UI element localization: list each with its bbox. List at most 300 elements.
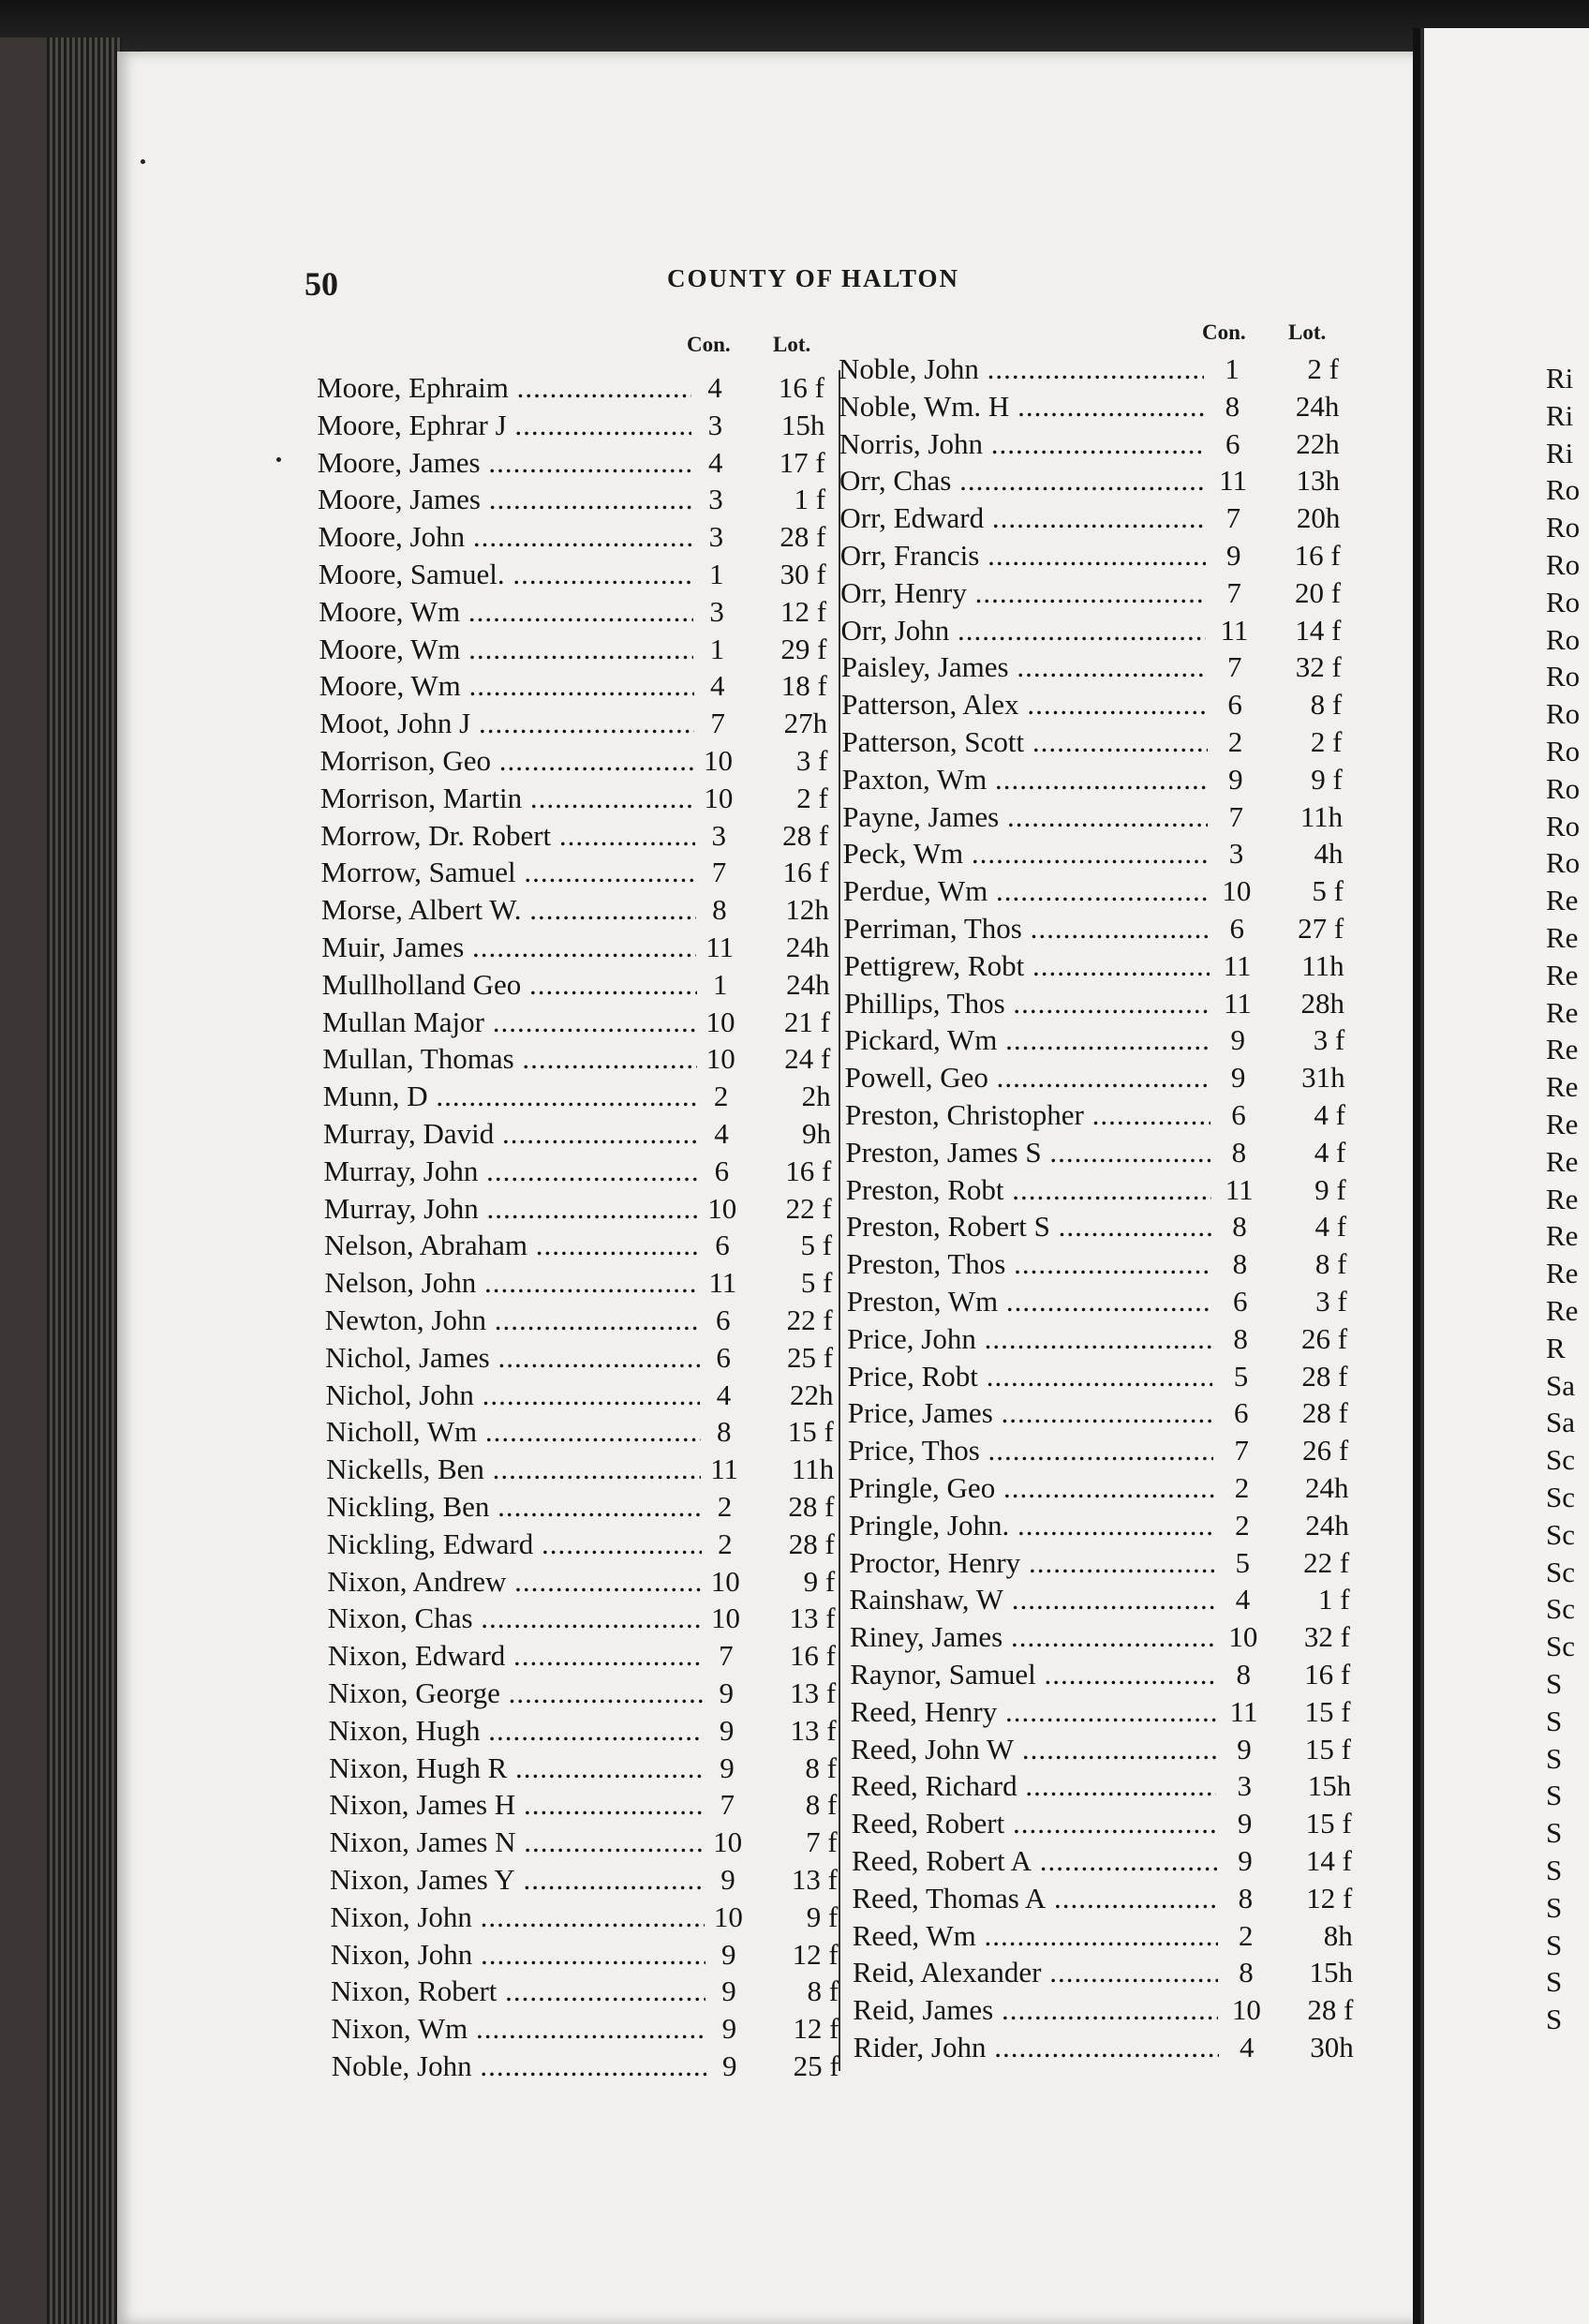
entry-concession: 8 — [1225, 389, 1240, 423]
entry-lot: 24h — [785, 931, 830, 963]
directory-entry — [853, 1919, 1387, 1957]
directory-entry — [839, 390, 1373, 427]
entry-name: Phillips, Thos ..... — [844, 987, 1210, 1020]
entry-name: Payne, James ..... — [842, 800, 1208, 834]
entry-name: Price, Robt ..... — [847, 1360, 1212, 1393]
entry-name: Nixon, Andrew ..... — [327, 1565, 702, 1599]
entry-name: Nelson, John ..... — [324, 1266, 699, 1300]
entry-name: Nickells, Ben ..... — [326, 1452, 701, 1486]
directory-entry — [853, 1956, 1387, 1993]
entry-concession: 6 — [716, 1340, 731, 1374]
entry-lot: 26 f — [1301, 1321, 1348, 1355]
entry-lot: 24h — [1305, 1471, 1349, 1504]
entry-lot: 5 f — [800, 1266, 833, 1300]
entry-concession: 7 — [1227, 650, 1242, 684]
next-page-entry-fragment: S — [1546, 1779, 1563, 1812]
directory-entry — [850, 1658, 1384, 1695]
entry-name: Patterson, Scott ..... — [842, 725, 1208, 759]
entry-lot: 12 f — [1306, 1881, 1353, 1914]
entry-concession: 9 — [1230, 1061, 1246, 1095]
entry-lot: 22 f — [1303, 1545, 1350, 1579]
entry-name: Nixon, James N ..... — [330, 1825, 705, 1859]
entry-concession: 9 — [720, 1937, 736, 1971]
directory-entry — [329, 1714, 854, 1751]
directory-entry — [325, 1378, 850, 1416]
directory-entry — [852, 1844, 1386, 1882]
directory-entry — [842, 763, 1376, 800]
entry-name: Nixon, John ..... — [330, 1900, 705, 1934]
next-page-entry-fragment: Ro — [1546, 622, 1581, 656]
entry-lot: 13 f — [790, 1713, 837, 1747]
directory-entry — [332, 2049, 856, 2087]
next-page-entry-fragment: S — [1546, 1816, 1563, 1850]
directory-entry — [322, 1006, 847, 1043]
entry-lot: 15h — [780, 408, 825, 441]
entry-concession: 9 — [1228, 762, 1243, 796]
entry-concession: 8 — [1233, 1321, 1248, 1355]
entry-lot: 2h — [801, 1080, 831, 1113]
entry-name: Nixon, James Y ..... — [330, 1863, 705, 1897]
entry-lot: 11h — [1299, 799, 1344, 833]
directory-entry — [319, 595, 843, 633]
entry-concession: 4 — [714, 1117, 729, 1150]
directory-entry — [326, 1415, 851, 1452]
entry-name: Mullan, Thomas ..... — [322, 1042, 697, 1076]
next-page-entry-fragment: Re — [1546, 1108, 1579, 1140]
entry-lot: 8 f — [805, 1750, 837, 1784]
entry-name: Paisley, James ..... — [841, 650, 1207, 684]
entry-name: Preston, Robert S ..... — [846, 1210, 1211, 1244]
entry-lot: 11h — [1301, 948, 1344, 982]
entry-lot: 2 f — [796, 781, 828, 814]
entry-concession: 7 — [1226, 575, 1241, 609]
entry-concession: 9 — [1238, 1844, 1253, 1877]
entry-name: Orr, Francis ..... — [840, 539, 1206, 573]
directory-entry — [328, 1639, 853, 1676]
next-page-entry-fragment: R — [1546, 1331, 1566, 1364]
entry-name: Nixon, Chas ..... — [328, 1601, 703, 1635]
entry-lot: 13 f — [790, 1676, 837, 1709]
entry-concession: 10 — [713, 1899, 743, 1933]
entry-concession: 11 — [1220, 613, 1249, 647]
entry-concession: 1 — [1225, 352, 1240, 385]
entry-name: Moore, Wm ..... — [319, 595, 693, 629]
directory-entry — [321, 856, 846, 893]
entry-name: Reed, Robert A ..... — [852, 1844, 1217, 1878]
next-page-entry-fragment: Sa — [1546, 1406, 1575, 1439]
directory-entry — [852, 1882, 1386, 1919]
entry-concession: 11 — [710, 1452, 739, 1486]
directory-entry — [847, 1360, 1381, 1397]
directory-entry — [850, 1620, 1384, 1658]
entry-name: Muir, James ..... — [321, 931, 696, 964]
entry-concession: 4 — [710, 669, 725, 703]
entry-lot: 14 f — [1295, 613, 1342, 647]
entry-concession: 4 — [707, 445, 723, 479]
entry-name: Proctor, Henry ..... — [849, 1546, 1214, 1580]
entry-lot: 16 f — [789, 1639, 836, 1673]
entry-lot: 24h — [786, 967, 830, 1001]
next-page-entry-fragment: Ro — [1546, 660, 1581, 693]
directory-entry — [320, 782, 845, 819]
entry-lot: 12h — [785, 893, 829, 927]
entry-concession: 7 — [1225, 501, 1241, 535]
entry-name: Rider, John ..... — [854, 2031, 1219, 2064]
directory-entry — [330, 1863, 854, 1900]
entry-lot: 22h — [1296, 426, 1340, 460]
directory-entry — [845, 1136, 1379, 1173]
entry-concession: 6 — [1234, 1396, 1249, 1430]
entry-concession: 10 — [710, 1564, 740, 1598]
entry-concession: 6 — [716, 1304, 731, 1336]
directory-entry — [320, 819, 845, 857]
entry-name: Morrison, Martin ..... — [320, 782, 695, 815]
directory-entry — [319, 558, 843, 595]
entry-concession: 3 — [711, 818, 726, 852]
entry-name: Reid, Alexander ..... — [853, 1956, 1218, 1989]
entry-concession: 3 — [709, 594, 724, 628]
left-con-header: Con. — [687, 333, 731, 356]
entry-name: Moore, Wm ..... — [319, 669, 694, 703]
entry-name: Riney, James ..... — [850, 1620, 1215, 1654]
entry-concession: 10 — [704, 781, 734, 814]
entry-name: Norris, John ..... — [839, 427, 1205, 461]
entry-lot: 1 f — [794, 483, 826, 516]
entry-lot: 20h — [1296, 501, 1341, 535]
directory-entry — [318, 483, 842, 520]
entry-name: Orr, Edward ..... — [839, 501, 1205, 535]
directory-entry — [848, 1434, 1382, 1471]
entry-lot: 28 f — [788, 1527, 835, 1560]
entry-concession: 4 — [1240, 2031, 1255, 2063]
entry-name: Reed, Wm ..... — [853, 1919, 1218, 1953]
next-page-entry-fragment: Ro — [1546, 585, 1581, 618]
directory-entry — [319, 633, 843, 670]
entry-lot: 21 f — [783, 1005, 830, 1038]
entry-name: Orr, John ..... — [840, 614, 1206, 648]
entry-name: Reed, John W ..... — [851, 1733, 1216, 1766]
next-page-entry-fragment: Ro — [1546, 771, 1581, 805]
entry-lot: 30h — [1310, 2031, 1354, 2063]
directory-entry — [843, 837, 1377, 874]
entry-concession: 6 — [1225, 426, 1240, 460]
entry-concession: 10 — [711, 1601, 741, 1635]
entry-lot: 16 f — [785, 1154, 832, 1187]
entry-concession: 3 — [708, 483, 723, 516]
entry-name: Morrow, Dr. Robert ..... — [320, 819, 695, 853]
entry-name: Mullan Major ..... — [322, 1006, 697, 1039]
entry-lot: 15h — [1309, 1956, 1354, 1989]
directory-entry — [840, 614, 1374, 651]
directory-entry — [331, 1938, 855, 1975]
next-page-entry-fragment: Ro — [1546, 846, 1581, 880]
directory-entry — [839, 464, 1374, 501]
directory-entry — [327, 1527, 852, 1565]
entry-lot: 2 f — [1310, 725, 1343, 758]
entry-name: Noble, John ..... — [839, 352, 1204, 386]
entry-lot: 9 f — [803, 1564, 836, 1598]
entry-lot: 7 f — [806, 1825, 838, 1859]
entry-name: Price, James ..... — [848, 1396, 1213, 1430]
entry-concession: 10 — [707, 1191, 737, 1225]
entry-lot: 16 f — [778, 371, 824, 404]
entry-lot: 4h — [1314, 837, 1344, 871]
entry-name: Moore, James ..... — [318, 446, 692, 480]
entry-lot: 15 f — [1305, 1807, 1352, 1840]
entry-name: Mullholland Geo ..... — [322, 968, 697, 1002]
entry-name: Price, Thos ..... — [848, 1434, 1213, 1467]
entry-name: Orr, Henry ..... — [840, 576, 1206, 610]
next-page-entry-fragment: Ri — [1546, 436, 1574, 469]
entry-lot: 14 f — [1305, 1844, 1352, 1877]
entry-concession: 2 — [1235, 1508, 1250, 1542]
entry-name: Perriman, Thos ..... — [843, 912, 1209, 946]
directory-entry — [853, 1993, 1387, 2031]
next-page-entry-fragment: S — [1546, 2003, 1563, 2036]
entry-name: Preston, Wm ..... — [847, 1285, 1212, 1318]
entry-concession: 9 — [721, 2012, 737, 2046]
entry-lot: 9h — [802, 1117, 831, 1150]
directory-entry — [851, 1769, 1385, 1807]
entry-concession: 2 — [1238, 1918, 1254, 1952]
entry-concession: 10 — [713, 1825, 743, 1859]
entry-lot: 22h — [789, 1378, 834, 1411]
entry-lot: 4 f — [1314, 1135, 1346, 1169]
entry-concession: 6 — [1233, 1285, 1248, 1318]
directory-entry — [327, 1565, 852, 1602]
entry-name: Moore, Ephrar J ..... — [317, 409, 691, 442]
entry-concession: 7 — [1234, 1434, 1249, 1467]
entry-concession: 11 — [1223, 948, 1252, 982]
entry-lot: 27h — [783, 707, 828, 740]
directory-entry — [843, 874, 1377, 912]
next-page-entry-fragment: Re — [1546, 1033, 1579, 1066]
next-page-entry-fragment: Re — [1546, 958, 1579, 991]
next-page-entry-fragment: Sc — [1546, 1592, 1575, 1626]
entry-lot: 30 f — [780, 558, 826, 590]
directory-entry — [839, 427, 1374, 465]
entry-concession: 11 — [1229, 1694, 1258, 1728]
entry-name: Nixon, Wm ..... — [331, 2012, 705, 2046]
directory-entry — [329, 1788, 854, 1825]
next-page-entry-fragment: Sc — [1546, 1443, 1575, 1477]
entry-name: Powell, Geo ..... — [845, 1061, 1210, 1095]
directory-entry — [849, 1546, 1383, 1584]
entry-concession: 8 — [1236, 1658, 1251, 1691]
entry-lot: 5 f — [800, 1229, 833, 1262]
entry-lot: 8 f — [807, 1974, 839, 2008]
entry-concession: 7 — [1228, 799, 1243, 833]
entry-lot: 24 f — [784, 1042, 831, 1076]
entry-concession: 8 — [1232, 1247, 1248, 1281]
entry-lot: 11h — [791, 1452, 835, 1486]
directory-entry — [322, 968, 847, 1006]
directory-entry — [331, 2012, 855, 2049]
left-lot-header: Lot. — [773, 333, 811, 356]
entry-lot: 13 f — [789, 1601, 836, 1635]
entry-lot: 26 f — [1302, 1434, 1349, 1467]
entry-lot: 8 f — [1314, 1247, 1347, 1281]
entry-name: Peck, Wm ..... — [843, 837, 1209, 871]
directory-entry — [851, 1695, 1385, 1733]
scan-speck — [276, 457, 281, 462]
entry-name: Moore, John ..... — [318, 520, 692, 554]
entry-name: Nichol, John ..... — [325, 1378, 700, 1412]
entry-concession: 9 — [1237, 1807, 1253, 1840]
directory-entry — [847, 1322, 1381, 1360]
directory-entry — [325, 1341, 850, 1378]
entry-lot: 12 f — [780, 594, 827, 628]
directory-entry — [326, 1452, 851, 1490]
entry-concession: 9 — [1226, 539, 1241, 572]
entry-name: Nichol, James ..... — [325, 1341, 700, 1375]
directory-entry — [321, 931, 846, 968]
entry-name: Moore, Samuel. ..... — [319, 558, 693, 591]
directory-entry — [322, 1042, 847, 1080]
entry-name: Morrison, Geo ..... — [320, 744, 695, 778]
entry-concession: 7 — [720, 1788, 735, 1822]
entry-concession: 3 — [1237, 1769, 1253, 1803]
entry-lot: 13 f — [791, 1863, 838, 1896]
next-page-entry-fragment: Re — [1546, 1144, 1579, 1178]
directory-entry — [839, 352, 1373, 390]
next-page-entry-fragment: Ro — [1546, 548, 1581, 581]
entry-name: Murray, John ..... — [324, 1192, 699, 1226]
next-page-entry-fragment: Ro — [1546, 697, 1581, 731]
entry-lot: 5 f — [1312, 874, 1344, 908]
entry-concession: 8 — [1238, 1881, 1254, 1914]
directory-entry — [850, 1583, 1384, 1620]
entry-concession: 3 — [707, 408, 723, 441]
next-page-entry-fragment: Sa — [1546, 1368, 1575, 1402]
directory-entry — [846, 1210, 1380, 1247]
entry-concession: 3 — [1228, 837, 1244, 871]
entry-concession: 8 — [1231, 1135, 1247, 1169]
entry-lot: 2 f — [1307, 352, 1339, 385]
entry-name: Raynor, Samuel ..... — [850, 1658, 1215, 1691]
entry-concession: 9 — [721, 1974, 736, 2008]
entry-concession: 6 — [1229, 912, 1244, 945]
directory-entry — [841, 688, 1375, 725]
entry-lot: 13h — [1296, 464, 1341, 498]
entry-lot: 16 f — [1304, 1658, 1351, 1691]
next-page-entry-fragment: Re — [1546, 1257, 1579, 1290]
entry-concession: 11 — [705, 931, 735, 963]
directory-entry — [842, 725, 1376, 763]
entry-name: Moore, Wm ..... — [319, 633, 693, 666]
entry-concession: 10 — [705, 1042, 735, 1076]
entry-lot: 29 f — [780, 632, 827, 665]
entry-lot: 16 f — [782, 856, 829, 889]
directory-entry — [323, 1155, 848, 1192]
next-page-entry-fragment: Re — [1546, 1182, 1579, 1215]
entry-concession: 8 — [717, 1415, 732, 1449]
directory-entry — [848, 1396, 1382, 1434]
entry-name: Preston, Thos ..... — [846, 1247, 1211, 1281]
entry-lot: 28 f — [788, 1490, 835, 1523]
entry-lot: 12 f — [792, 1937, 839, 1971]
entry-concession: 6 — [1231, 1098, 1246, 1131]
entry-lot: 22 f — [786, 1304, 833, 1336]
next-page-entry-fragment: Sc — [1546, 1481, 1575, 1513]
next-page-entry-fragment: Re — [1546, 995, 1579, 1029]
entry-concession: 6 — [1227, 688, 1242, 722]
entry-concession: 4 — [1235, 1583, 1251, 1616]
right-lot-header: Lot. — [1288, 320, 1327, 344]
directory-entry — [320, 744, 845, 782]
entry-name: Murray, John ..... — [323, 1155, 698, 1188]
entry-name: Nelson, Abraham ..... — [324, 1229, 699, 1262]
entry-concession: 9 — [722, 2049, 737, 2082]
entry-concession: 5 — [1233, 1359, 1249, 1393]
entry-concession: 11 — [1219, 464, 1247, 498]
entry-lot: 18 f — [780, 669, 827, 703]
directory-entry — [317, 409, 841, 446]
entry-lot: 15 f — [787, 1415, 834, 1449]
entry-concession: 8 — [1232, 1210, 1247, 1244]
entry-lot: 3 f — [1315, 1285, 1347, 1318]
next-page-entry-fragment: Ro — [1546, 511, 1581, 544]
entry-name: Perdue, Wm ..... — [843, 874, 1209, 908]
entry-name: Nixon, George ..... — [328, 1676, 703, 1710]
entry-name: Preston, James S ..... — [845, 1136, 1210, 1169]
directory-entry — [331, 1974, 855, 2012]
entry-name: Preston, Robt ..... — [846, 1173, 1211, 1207]
directory-entry — [328, 1676, 853, 1714]
directory-entry — [324, 1192, 849, 1229]
entry-name: Rainshaw, W ..... — [850, 1583, 1215, 1616]
next-page-entry-fragment: Ri — [1546, 362, 1574, 395]
entry-concession: 8 — [712, 893, 727, 927]
entry-lot: 24h — [1295, 389, 1340, 423]
entry-lot: 15h — [1307, 1769, 1352, 1803]
entry-lot: 25 f — [793, 2049, 839, 2082]
entry-lot: 28 f — [782, 818, 829, 852]
directory-entry — [840, 539, 1374, 576]
entry-lot: 24h — [1305, 1508, 1349, 1542]
directory-entry — [327, 1490, 852, 1527]
entry-name: Nickling, Edward ..... — [327, 1527, 702, 1561]
directory-entry — [324, 1229, 849, 1266]
directory-entry — [323, 1080, 848, 1117]
entry-concession: 9 — [1230, 1023, 1246, 1057]
entry-concession: 2 — [717, 1490, 733, 1523]
entry-lot: 28 f — [1301, 1396, 1348, 1430]
entry-concession: 10 — [1222, 874, 1252, 908]
entry-concession: 5 — [1235, 1545, 1250, 1579]
entry-concession: 1 — [709, 558, 724, 590]
right-con-header: Con. — [1202, 320, 1246, 344]
next-page-entry-fragment: Ro — [1546, 735, 1581, 767]
entry-name: Noble, Wm. H ..... — [839, 390, 1204, 424]
entry-lot: 28h — [1300, 986, 1344, 1020]
directory-entry — [318, 520, 842, 558]
entry-name: Paxton, Wm ..... — [842, 763, 1208, 797]
entry-lot: 1 f — [1317, 1583, 1350, 1616]
entry-name: Moore, James ..... — [318, 483, 692, 516]
directory-entry — [851, 1733, 1385, 1770]
entry-name: Patterson, Alex ..... — [841, 688, 1207, 722]
directory-entry — [849, 1509, 1383, 1546]
directory-entry — [329, 1751, 854, 1789]
entry-name: Nixon, Edward ..... — [328, 1639, 703, 1673]
directory-entry — [318, 446, 842, 484]
entry-lot: 9 f — [806, 1899, 839, 1933]
entry-lot: 20 f — [1295, 575, 1342, 609]
entry-concession: 2 — [1234, 1471, 1250, 1504]
entry-name: Newton, John ..... — [325, 1304, 700, 1337]
next-page-entry-fragment: Sc — [1546, 1517, 1575, 1551]
